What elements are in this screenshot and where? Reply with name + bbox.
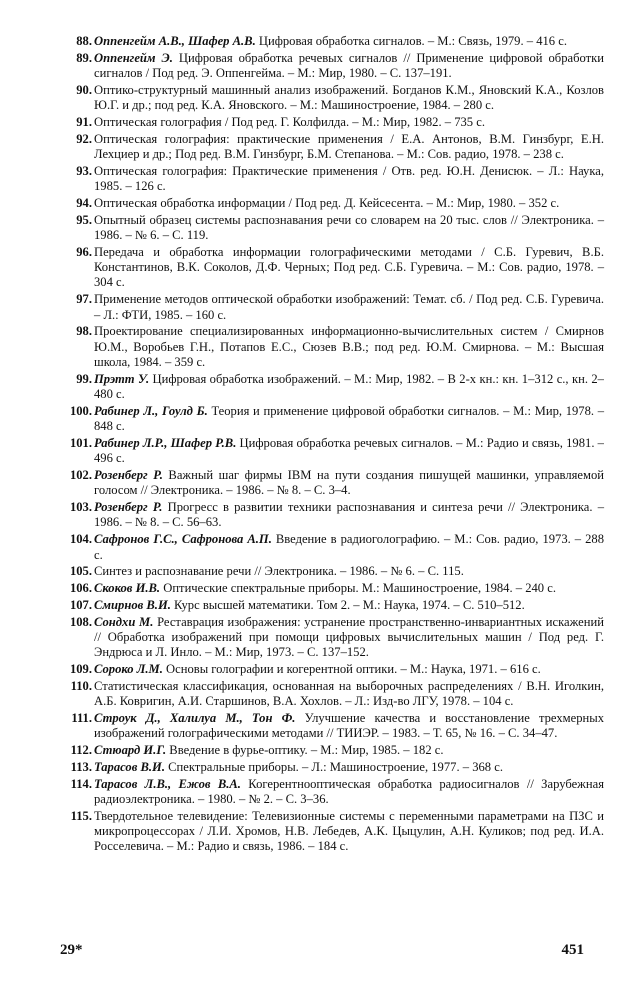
reference-text: Оптическая голография: Практические применения / Отв. ред. Ю.Н. Денисюк. – Л.: Наука, 1985. – 126 с.	[94, 163, 604, 194]
reference-text: Оптические спектральные приборы. М.: Машиностроение, 1984. – 240 с.	[160, 581, 556, 596]
reference-number: 115.	[70, 808, 92, 823]
reference-entry	[58, 245, 604, 291]
reference-entry	[58, 679, 604, 710]
reference-entry	[58, 51, 604, 82]
reference-number: 101.	[69, 435, 92, 450]
reference-text: Курс высшей математики. Том 2. – М.: Наука, 1974. – С. 510–512.	[170, 597, 525, 612]
reference-text: Цифровая обработка речевых сигналов // Применение цифровой обработки сигналов / Под ред. Э. Оппенгейма. – М.: Мир, 1980. – С. 137–191.	[94, 50, 604, 81]
reference-entry	[58, 164, 604, 195]
reference-entry	[58, 404, 604, 435]
reference-number: 102.	[69, 468, 92, 483]
reference-text: Когерентнооптическая обработка радиосигналов // Зарубежная радиоэлектроника. – 1980. – № 2. – С. 3–36.	[94, 776, 604, 806]
reference-text: Спектральные приборы. – Л.: Машиностроение, 1977. – 368 с.	[164, 759, 503, 774]
reference-number: 90.	[76, 82, 92, 97]
reference-text: Цифровая обработка речевых сигналов. – М.: Радио и связь, 1981. – 496 с.	[94, 435, 604, 466]
reference-text: Твердотельное телевидение: Телевизионные системы с переменными параметрами на ПЗС и микропроцессорах / Л.И. Хромов, Н.В. Лебедев, А.К. Цыцулин, А.Н. Куликов; под ред. И.А. Росселевича. – М.: Радио и связь, 1986. – 184 с.	[94, 808, 604, 854]
reference-author: Прэтт У.	[94, 371, 150, 386]
reference-text: Введение в фурье-оптику. – М.: Мир, 1985. – 182 с.	[166, 743, 444, 758]
reference-number: 110.	[70, 678, 92, 693]
reference-entry	[58, 83, 604, 114]
reference-text: Оптическая обработка информации / Под ред. Д. Кейсесента. – М.: Мир, 1980. – 352 с.	[94, 195, 560, 210]
reference-author: Тарасов В.И.	[94, 759, 165, 774]
reference-entry	[58, 213, 604, 244]
reference-author: Сороко Л.М.	[94, 662, 163, 677]
reference-text: Статистическая классификация, основанная на выборочных распределениях / В.Н. Иголкин, А.Б. Ковригин, А.И. Старшинов, В.А. Хохлов. – Л.: Изд-во ЛГУ, 1978. – 104 с.	[94, 678, 604, 709]
reference-text: Оптическая голография: практические применения / Е.А. Антонов, В.М. Гинзбург, Е.Н. Лехциер и др.; Под ред. В.М. Гинзбург, Б.М. Степанова. – М.: Сов. радио, 1978. – 238 с.	[94, 131, 604, 162]
reference-number: 100.	[69, 403, 92, 418]
reference-entry	[58, 372, 604, 403]
reference-entry	[58, 468, 604, 499]
reference-author: Скоков И.В.	[94, 581, 161, 596]
reference-text: Оптическая голография / Под ред. Г. Колфилда. – М.: Мир, 1982. – 735 с.	[94, 114, 485, 129]
reference-entry	[58, 760, 604, 775]
reference-list	[58, 34, 604, 856]
reference-text: Оптико-структурный машинный анализ изображений. Богданов К.М., Яновский К.А., Козлов Ю.Г. и др.; под ред. К.А. Яновского. – М.: Машиностроение, 1984. – 280 с.	[94, 82, 604, 113]
reference-text: Улучшение качества и восстановление трехмерных изображений голографическими методами // ТИИЭР. – 1983. – Т. 65, № 16. – С. 34–47.	[94, 710, 604, 741]
reference-author: Розенберг Р.	[94, 468, 163, 483]
reference-author: Розенберг Р.	[94, 500, 163, 515]
reference-number: 108.	[69, 614, 92, 629]
reference-text: Передача и обработка информации голографическими методами / С.Б. Гуревич, В.Б. Константинов, В.К. Соколов, Д.Ф. Черных; Под ред. С.Б. Гуревича. – М.: Сов. радио, 1978. – 304 с.	[94, 244, 604, 290]
reference-entry	[58, 809, 604, 855]
reference-entry	[58, 34, 604, 49]
reference-author: Сафронов Г.С., Сафронова А.П.	[94, 532, 272, 547]
reference-number: 113.	[70, 759, 92, 774]
reference-entry	[58, 564, 604, 579]
reference-entry	[58, 132, 604, 163]
reference-number: 89.	[76, 50, 92, 65]
reference-entry	[58, 196, 604, 211]
reference-entry	[58, 500, 604, 531]
reference-number: 105.	[69, 564, 92, 579]
reference-entry	[58, 598, 604, 613]
reference-entry	[58, 711, 604, 742]
reference-number: 107.	[69, 597, 92, 612]
reference-text: Синтез и распознавание речи // Электроника. – 1986. – № 6. – С. 115.	[94, 564, 464, 579]
reference-number: 106.	[69, 581, 92, 596]
reference-number: 88.	[76, 34, 92, 48]
reference-text: Прогресс в развитии техники распознавания и синтеза речи // Электроника. – 1986. – № 8. – С. 56–63.	[94, 500, 604, 530]
reference-entry	[58, 662, 604, 677]
reference-number: 109.	[69, 662, 92, 677]
reference-number: 103.	[69, 500, 92, 515]
reference-number: 97.	[76, 292, 92, 307]
reference-number: 93.	[76, 163, 92, 178]
reference-entry	[58, 777, 604, 808]
reference-author: Рабинер Л.Р., Шафер Р.В.	[94, 435, 237, 450]
reference-number: 95.	[76, 212, 92, 227]
reference-text: Применение методов оптической обработки изображений: Темат. сб. / Под ред. С.Б. Гуревича. – Л.: ФТИ, 1985. – 160 с.	[94, 292, 604, 322]
reference-number: 112.	[70, 743, 92, 758]
page-number: 451	[561, 942, 584, 958]
printer-signature: 29*	[60, 942, 83, 958]
reference-entry	[58, 324, 604, 370]
reference-text: Важный шаг фирмы IBM на пути создания пишущей машинки, управляемой голосом // Электроника. – 1986. – № 8. – С. 3–4.	[94, 468, 604, 498]
reference-text: Теория и применение цифровой обработки сигналов. – М.: Мир, 1978. – 848 с.	[94, 403, 604, 434]
reference-entry	[58, 581, 604, 596]
reference-entry	[58, 292, 604, 323]
reference-text: Введение в радиоголографию. – М.: Сов. радио, 1973. – 288 с.	[94, 532, 604, 562]
reference-text: Цифровая обработка изображений. – М.: Мир, 1982. – В 2-х кн.: кн. 1–312 с., кн. 2–480 с.	[94, 371, 604, 402]
reference-entry	[58, 532, 604, 563]
reference-text: Проектирование специализированных информационно-вычислительных систем / Смирнов Ю.М., Воробьев Г.Н., Потапов Е.С., Сюзев В.В.; под ред. Ю.М. Смирнова. – М.: Высшая школа, 1984. – 359 с.	[94, 324, 604, 369]
reference-number: 94.	[76, 195, 92, 210]
reference-author: Смирнов В.И.	[94, 597, 171, 612]
reference-text: Основы голографии и когерентной оптики. – М.: Наука, 1971. – 616 с.	[162, 662, 541, 677]
reference-text: Реставрация изображения: устранение пространственно-инвариантных искажений // Обработка изображений при помощи цифровых вычислительных машин / Под ред. Г. Эндрюса и Л. Инло. – М.: Мир, 1973. – С. 137–152.	[94, 614, 604, 660]
reference-number: 111.	[71, 710, 92, 725]
reference-number: 104.	[69, 532, 92, 547]
reference-number: 99.	[76, 371, 92, 386]
reference-author: Оппенгейм А.В., Шафер А.В.	[94, 34, 256, 48]
reference-author: Оппенгейм Э.	[94, 50, 173, 65]
reference-text: Опытный образец системы распознавания речи со словарем на 20 тыс. слов // Электроника. – 1986. – № 6. – С. 119.	[94, 212, 604, 243]
reference-author: Стюард И.Г.	[94, 743, 167, 758]
reference-text: Цифровая обработка сигналов. – М.: Связь, 1979. – 416 с.	[255, 34, 567, 48]
reference-author: Рабинер Л., Гоулд Б.	[94, 403, 208, 418]
reference-entry	[58, 115, 604, 130]
reference-number: 91.	[76, 114, 92, 129]
reference-number: 96.	[76, 244, 92, 259]
reference-number: 92.	[76, 131, 92, 146]
reference-entry	[58, 615, 604, 661]
reference-author: Тарасов Л.В., Ежов В.А.	[94, 776, 241, 791]
reference-number: 98.	[76, 324, 92, 339]
reference-number: 114.	[70, 776, 92, 791]
reference-author: Сондхи М.	[94, 614, 154, 629]
reference-entry	[58, 743, 604, 758]
reference-author: Строук Д., Халилуа М., Тон Ф.	[94, 710, 296, 725]
reference-entry	[58, 436, 604, 467]
